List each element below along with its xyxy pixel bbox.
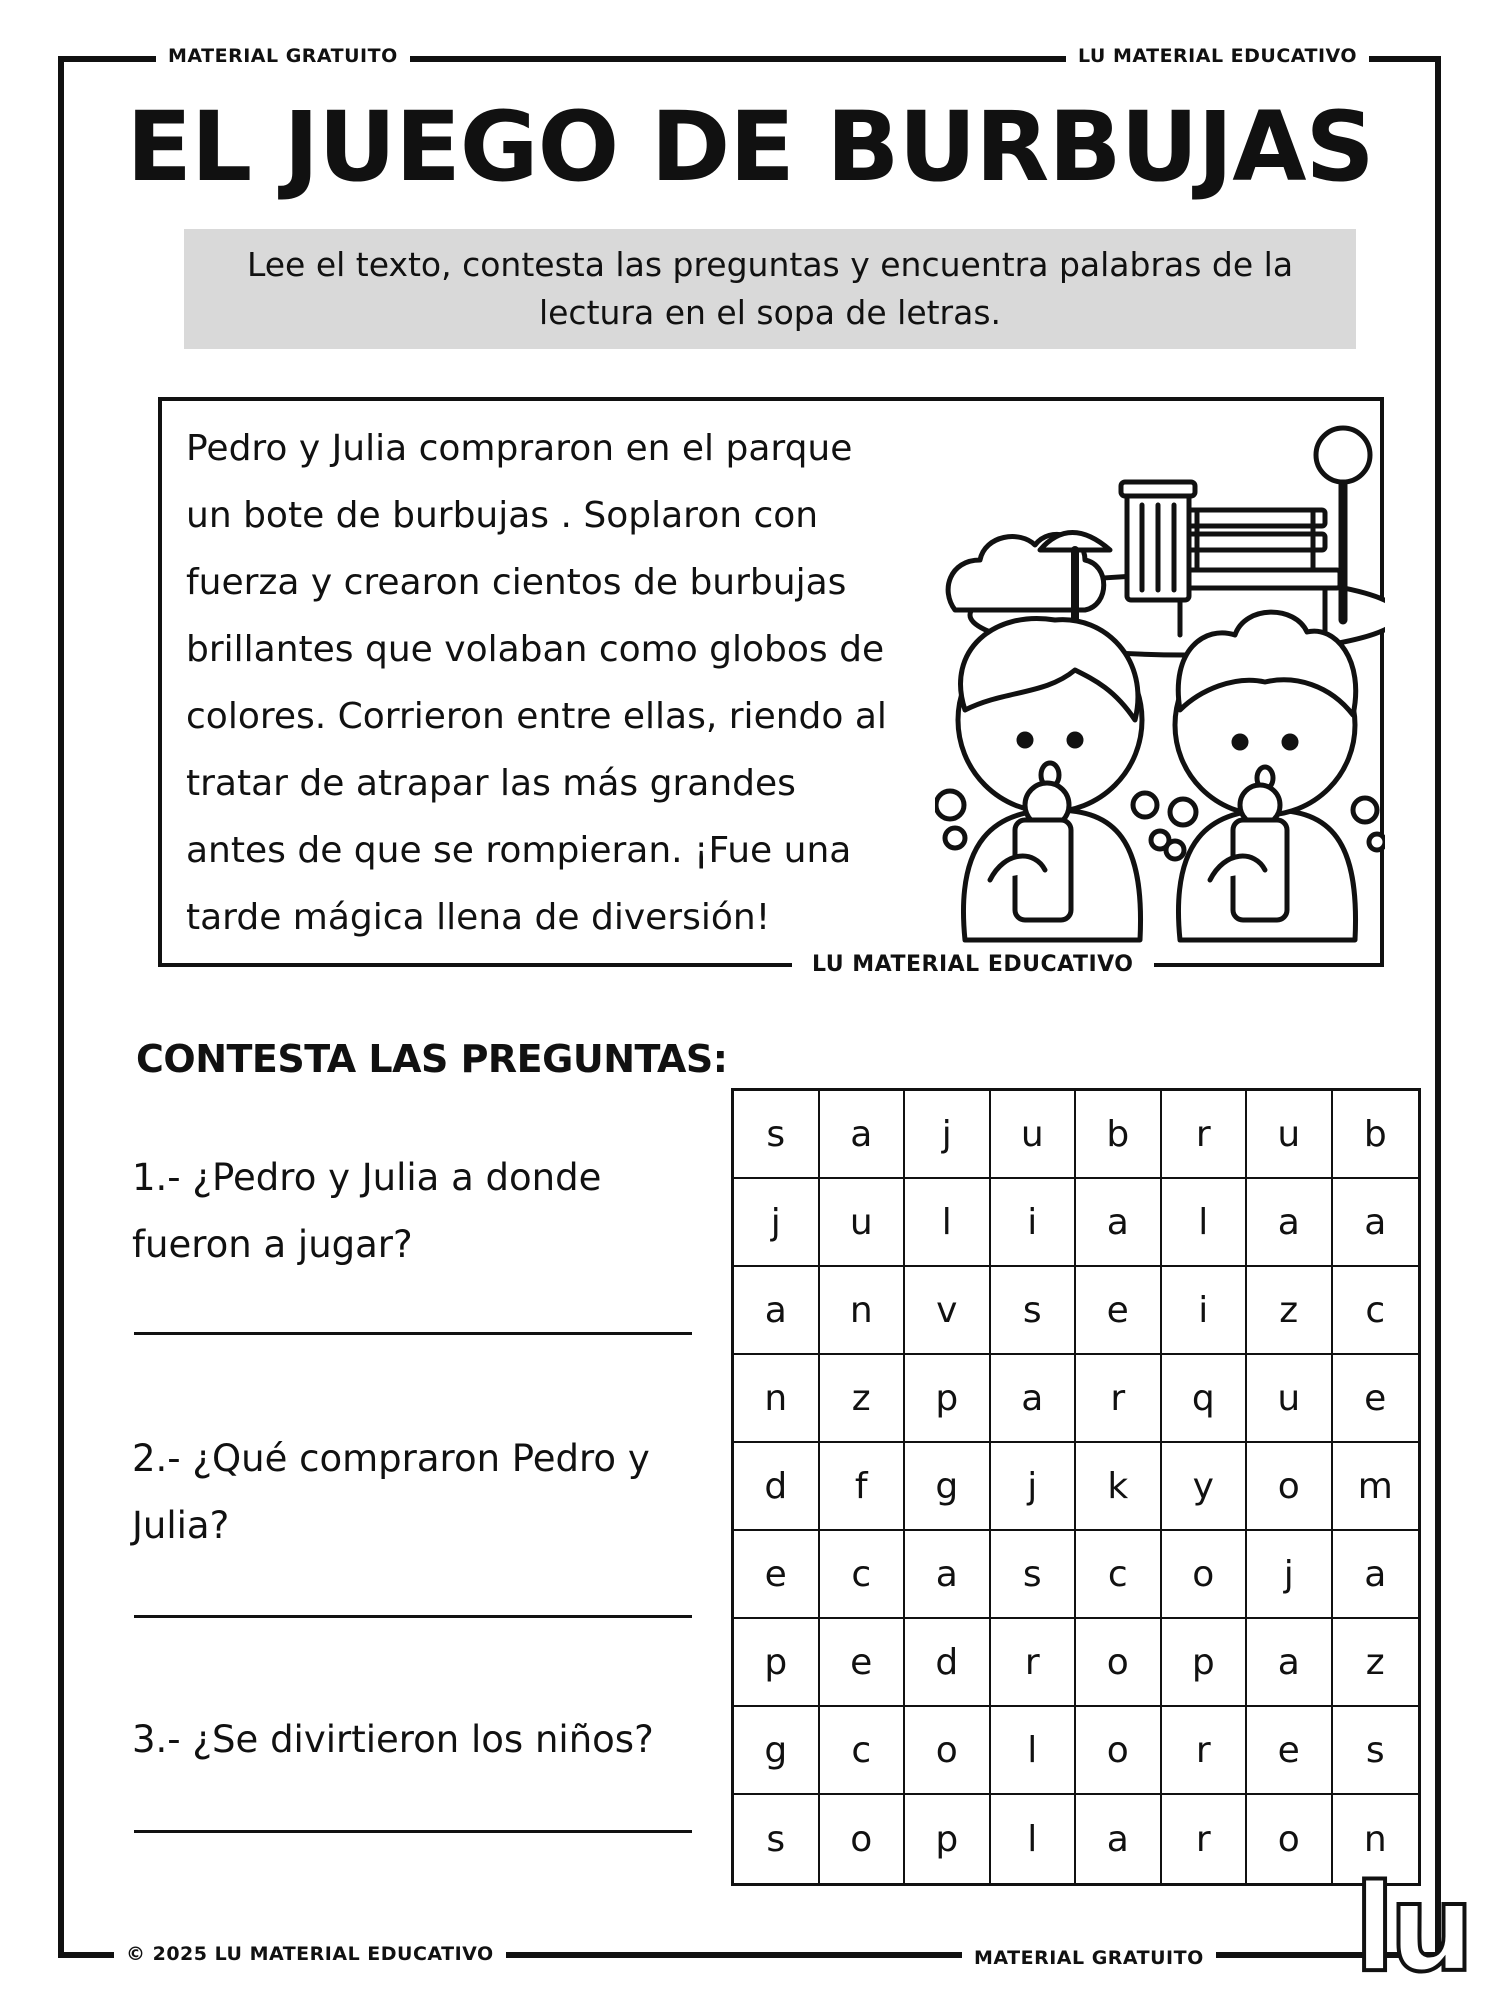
grid-cell[interactable]: u <box>991 1091 1077 1179</box>
lu-logo: lu <box>1354 1860 1469 1999</box>
grid-cell[interactable]: o <box>1247 1795 1333 1883</box>
grid-cell[interactable]: s <box>991 1531 1077 1619</box>
grid-cell[interactable]: r <box>1076 1355 1162 1443</box>
grid-cell[interactable]: z <box>1333 1619 1419 1707</box>
grid-cell[interactable]: p <box>905 1795 991 1883</box>
grid-cell[interactable]: i <box>991 1179 1077 1267</box>
grid-cell[interactable]: e <box>820 1619 906 1707</box>
grid-cell[interactable]: j <box>1247 1531 1333 1619</box>
story-line: un bote de burbujas . Soplaron con <box>186 495 819 536</box>
grid-cell[interactable]: n <box>734 1355 820 1443</box>
grid-cell[interactable]: r <box>991 1619 1077 1707</box>
story-text <box>186 415 946 951</box>
grid-cell[interactable]: o <box>905 1707 991 1795</box>
grid-cell[interactable]: d <box>905 1619 991 1707</box>
grid-cell[interactable]: z <box>1247 1267 1333 1355</box>
grid-cell[interactable]: a <box>1247 1619 1333 1707</box>
grid-cell[interactable]: u <box>1247 1091 1333 1179</box>
grid-cell[interactable]: u <box>1247 1355 1333 1443</box>
story-line: brillantes que volaban como globos de <box>186 629 885 670</box>
story-line: antes de que se rompieran. ¡Fue una <box>186 830 852 871</box>
question-1-line-2: fueron a jugar? <box>132 1223 413 1266</box>
grid-cell[interactable]: p <box>734 1619 820 1707</box>
grid-cell[interactable]: z <box>820 1355 906 1443</box>
grid-cell[interactable]: r <box>1162 1707 1248 1795</box>
grid-cell[interactable]: e <box>734 1531 820 1619</box>
boy-figure <box>958 618 1142 940</box>
grid-cell[interactable]: a <box>820 1091 906 1179</box>
story-box-tag: LU MATERIAL EDUCATIVO <box>792 953 1154 977</box>
grid-cell[interactable]: a <box>1076 1795 1162 1883</box>
questions-heading: CONTESTA LAS PREGUNTAS: <box>136 1037 728 1081</box>
story-line: Pedro y Julia compraron en el parque <box>186 428 853 469</box>
grid-cell[interactable]: i <box>1162 1267 1248 1355</box>
answer-line-1[interactable] <box>134 1332 692 1335</box>
grid-cell[interactable]: c <box>1076 1531 1162 1619</box>
girl-figure <box>1175 612 1356 940</box>
grid-cell[interactable]: a <box>1333 1179 1419 1267</box>
lamp-globe <box>1316 428 1370 482</box>
grid-cell[interactable]: e <box>1076 1267 1162 1355</box>
story-line: tratar de atrapar las más grandes <box>186 763 796 804</box>
grid-cell[interactable]: o <box>1162 1531 1248 1619</box>
grid-cell[interactable]: r <box>1162 1091 1248 1179</box>
grid-cell[interactable]: j <box>991 1443 1077 1531</box>
grid-cell[interactable]: q <box>1162 1355 1248 1443</box>
grid-cell[interactable]: j <box>905 1091 991 1179</box>
instructions-text: Lee el texto, contesta las preguntas y encuentra palabras de la lectura en el sopa de letras. <box>246 245 1294 332</box>
story-line: colores. Corrieron entre ellas, riendo al <box>186 696 887 737</box>
grid-cell[interactable]: y <box>1162 1443 1248 1531</box>
grid-cell[interactable]: e <box>1333 1355 1419 1443</box>
page-title: EL JUEGO DE BURBUJAS <box>126 91 1374 203</box>
question-3 <box>132 1706 692 1773</box>
grid-cell[interactable]: p <box>905 1355 991 1443</box>
question-2-line-2: Julia? <box>132 1504 230 1547</box>
grid-cell[interactable]: a <box>1247 1179 1333 1267</box>
grid-cell[interactable]: a <box>734 1267 820 1355</box>
grid-cell[interactable]: m <box>1333 1443 1419 1531</box>
grid-cell[interactable]: o <box>820 1795 906 1883</box>
kids-blowing-bubbles-illustration <box>935 420 1385 960</box>
grid-cell[interactable]: b <box>1333 1091 1419 1179</box>
grid-cell[interactable]: d <box>734 1443 820 1531</box>
answer-line-3[interactable] <box>134 1830 692 1833</box>
grid-cell[interactable]: c <box>820 1531 906 1619</box>
question-2-line-1: 2.- ¿Qué compraron Pedro y <box>132 1437 650 1480</box>
grid-cell[interactable]: g <box>905 1443 991 1531</box>
grid-cell[interactable]: a <box>905 1531 991 1619</box>
question-3-line-1: 3.- ¿Se divirtieron los niños? <box>132 1718 654 1761</box>
grid-cell[interactable]: u <box>820 1179 906 1267</box>
story-line: tarde mágica llena de diversión! <box>186 897 771 938</box>
grid-cell[interactable]: s <box>734 1091 820 1179</box>
header-right-tag: LU MATERIAL EDUCATIVO <box>1066 44 1369 68</box>
question-2 <box>132 1425 692 1559</box>
grid-cell[interactable]: s <box>1333 1707 1419 1795</box>
grid-cell[interactable]: n <box>1363 1818 1387 1860</box>
grid-cell[interactable]: p <box>1162 1619 1248 1707</box>
question-1 <box>132 1144 692 1278</box>
question-1-line-1: 1.- ¿Pedro y Julia a donde <box>132 1156 602 1199</box>
trash-can-icon <box>1121 482 1195 600</box>
header-left-tag: MATERIAL GRATUITO <box>156 44 410 68</box>
grid-cell[interactable]: o <box>1076 1619 1162 1707</box>
grid-cell[interactable]: n <box>820 1267 906 1355</box>
story-line: fuerza y crearon cientos de burbujas <box>186 562 847 603</box>
grid-cell[interactable]: l <box>905 1179 991 1267</box>
grid-cell[interactable]: r <box>1162 1795 1248 1883</box>
grid-cell[interactable]: g <box>734 1707 820 1795</box>
footer-copyright-tag: © 2025 LU MATERIAL EDUCATIVO <box>114 1942 506 1966</box>
grid-cell[interactable]: j <box>734 1179 820 1267</box>
grid-cell[interactable]: a <box>991 1355 1077 1443</box>
grid-cell[interactable]: s <box>734 1795 820 1883</box>
grid-cell[interactable]: c <box>820 1707 906 1795</box>
grid-cell[interactable]: f <box>820 1443 906 1531</box>
word-search-grid <box>731 1088 1421 1886</box>
grid-cell[interactable]: k <box>1076 1443 1162 1531</box>
grid-cell[interactable]: c <box>1333 1267 1419 1355</box>
grid-cell[interactable]: b <box>1076 1091 1162 1179</box>
footer-right-tag: MATERIAL GRATUITO <box>962 1946 1216 1970</box>
instructions-box <box>184 229 1356 349</box>
grid-cell[interactable]: o <box>1076 1707 1162 1795</box>
grid-cell[interactable]: v <box>905 1267 991 1355</box>
grid-cell[interactable]: l <box>991 1707 1077 1795</box>
grid-cell[interactable]: s <box>991 1267 1077 1355</box>
grid-cell[interactable]: o <box>1247 1443 1333 1531</box>
answer-line-2[interactable] <box>134 1615 692 1618</box>
grid-cell[interactable]: l <box>991 1795 1077 1883</box>
grid-cell[interactable]: a <box>1076 1179 1162 1267</box>
grid-cell[interactable]: l <box>1162 1179 1248 1267</box>
grid-cell[interactable]: e <box>1247 1707 1333 1795</box>
grid-cell[interactable]: a <box>1333 1531 1419 1619</box>
